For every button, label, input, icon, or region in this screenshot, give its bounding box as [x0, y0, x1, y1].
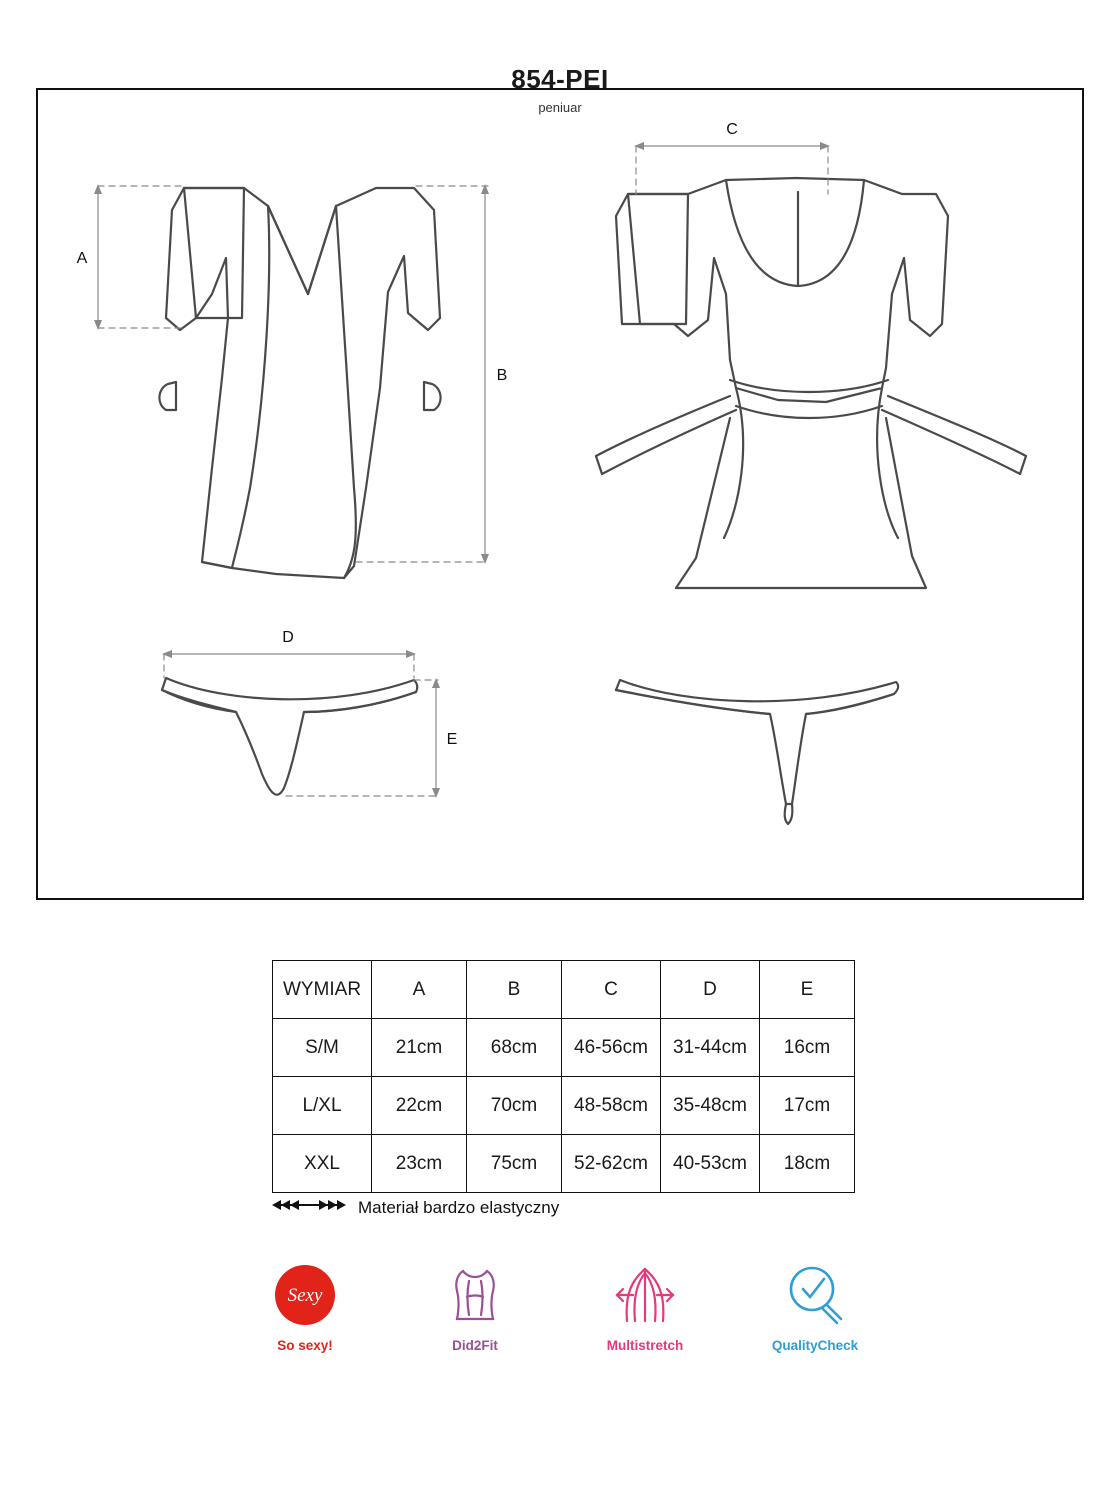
cell-d: 40-53cm: [661, 1135, 760, 1193]
product-subtitle: peniuar: [538, 100, 582, 115]
table-header-a: A: [372, 961, 467, 1019]
cell-e: 17cm: [760, 1077, 855, 1135]
page-title: 854-PEI: [493, 64, 626, 94]
table-header-c: C: [562, 961, 661, 1019]
badge-so-sexy: [250, 1258, 360, 1353]
technical-drawings: [36, 88, 1084, 900]
table-header-e: E: [760, 961, 855, 1019]
dimension-label-e: E: [446, 731, 458, 748]
cell-e: 18cm: [760, 1135, 855, 1193]
table-row: [273, 1019, 855, 1077]
row-size-label: S/M: [273, 1019, 372, 1077]
body-shape-icon: [439, 1258, 511, 1332]
magnifier-check-icon: [779, 1258, 851, 1332]
cell-c: 48-58cm: [562, 1077, 661, 1135]
cell-d: 35-48cm: [661, 1077, 760, 1135]
cell-c: 46-56cm: [562, 1019, 661, 1077]
dimension-label-b: B: [496, 367, 508, 384]
dimension-label-a: A: [76, 250, 88, 267]
cell-a: 22cm: [372, 1077, 467, 1135]
badge-did2fit: [420, 1258, 530, 1353]
dimension-label-c: C: [726, 121, 738, 138]
dimension-label-d: D: [282, 629, 294, 646]
badge-label-so-sexy: So sexy!: [277, 1338, 333, 1353]
badge-label-multistretch: Multistretch: [606, 1338, 684, 1353]
measurements-table: [272, 960, 855, 1193]
table-header-dimension: WYMIAR: [273, 961, 372, 1019]
table-row: [273, 1077, 855, 1135]
cell-a: 23cm: [372, 1135, 467, 1193]
cell-d: 31-44cm: [661, 1019, 760, 1077]
badge-label-qualitycheck: QualityCheck: [771, 1338, 859, 1353]
badge-qualitycheck: [760, 1258, 870, 1353]
cell-b: 70cm: [467, 1077, 562, 1135]
row-size-label: L/XL: [273, 1077, 372, 1135]
row-size-label: XXL: [273, 1135, 372, 1193]
badge-label-did2fit: Did2Fit: [452, 1338, 498, 1353]
multistretch-arrows-icon: [609, 1258, 681, 1332]
table-header-b: B: [467, 961, 562, 1019]
badge-multistretch: [590, 1258, 700, 1353]
stretch-arrows-icon: [272, 1196, 346, 1219]
sexy-circle-icon: [269, 1258, 341, 1332]
cell-c: 52-62cm: [562, 1135, 661, 1193]
cell-b: 68cm: [467, 1019, 562, 1077]
table-header-d: D: [661, 961, 760, 1019]
cell-a: 21cm: [372, 1019, 467, 1077]
stretch-note-text: Materiał bardzo elastyczny: [358, 1197, 560, 1217]
measurements-table-wrap: [272, 960, 848, 1193]
stretch-note: [272, 1196, 559, 1219]
cell-b: 75cm: [467, 1135, 562, 1193]
table-row: [273, 1135, 855, 1193]
feature-badges: [0, 1258, 1120, 1353]
svg-text:Sexy: Sexy: [287, 1285, 323, 1306]
table-header-row: [273, 961, 855, 1019]
cell-e: 16cm: [760, 1019, 855, 1077]
